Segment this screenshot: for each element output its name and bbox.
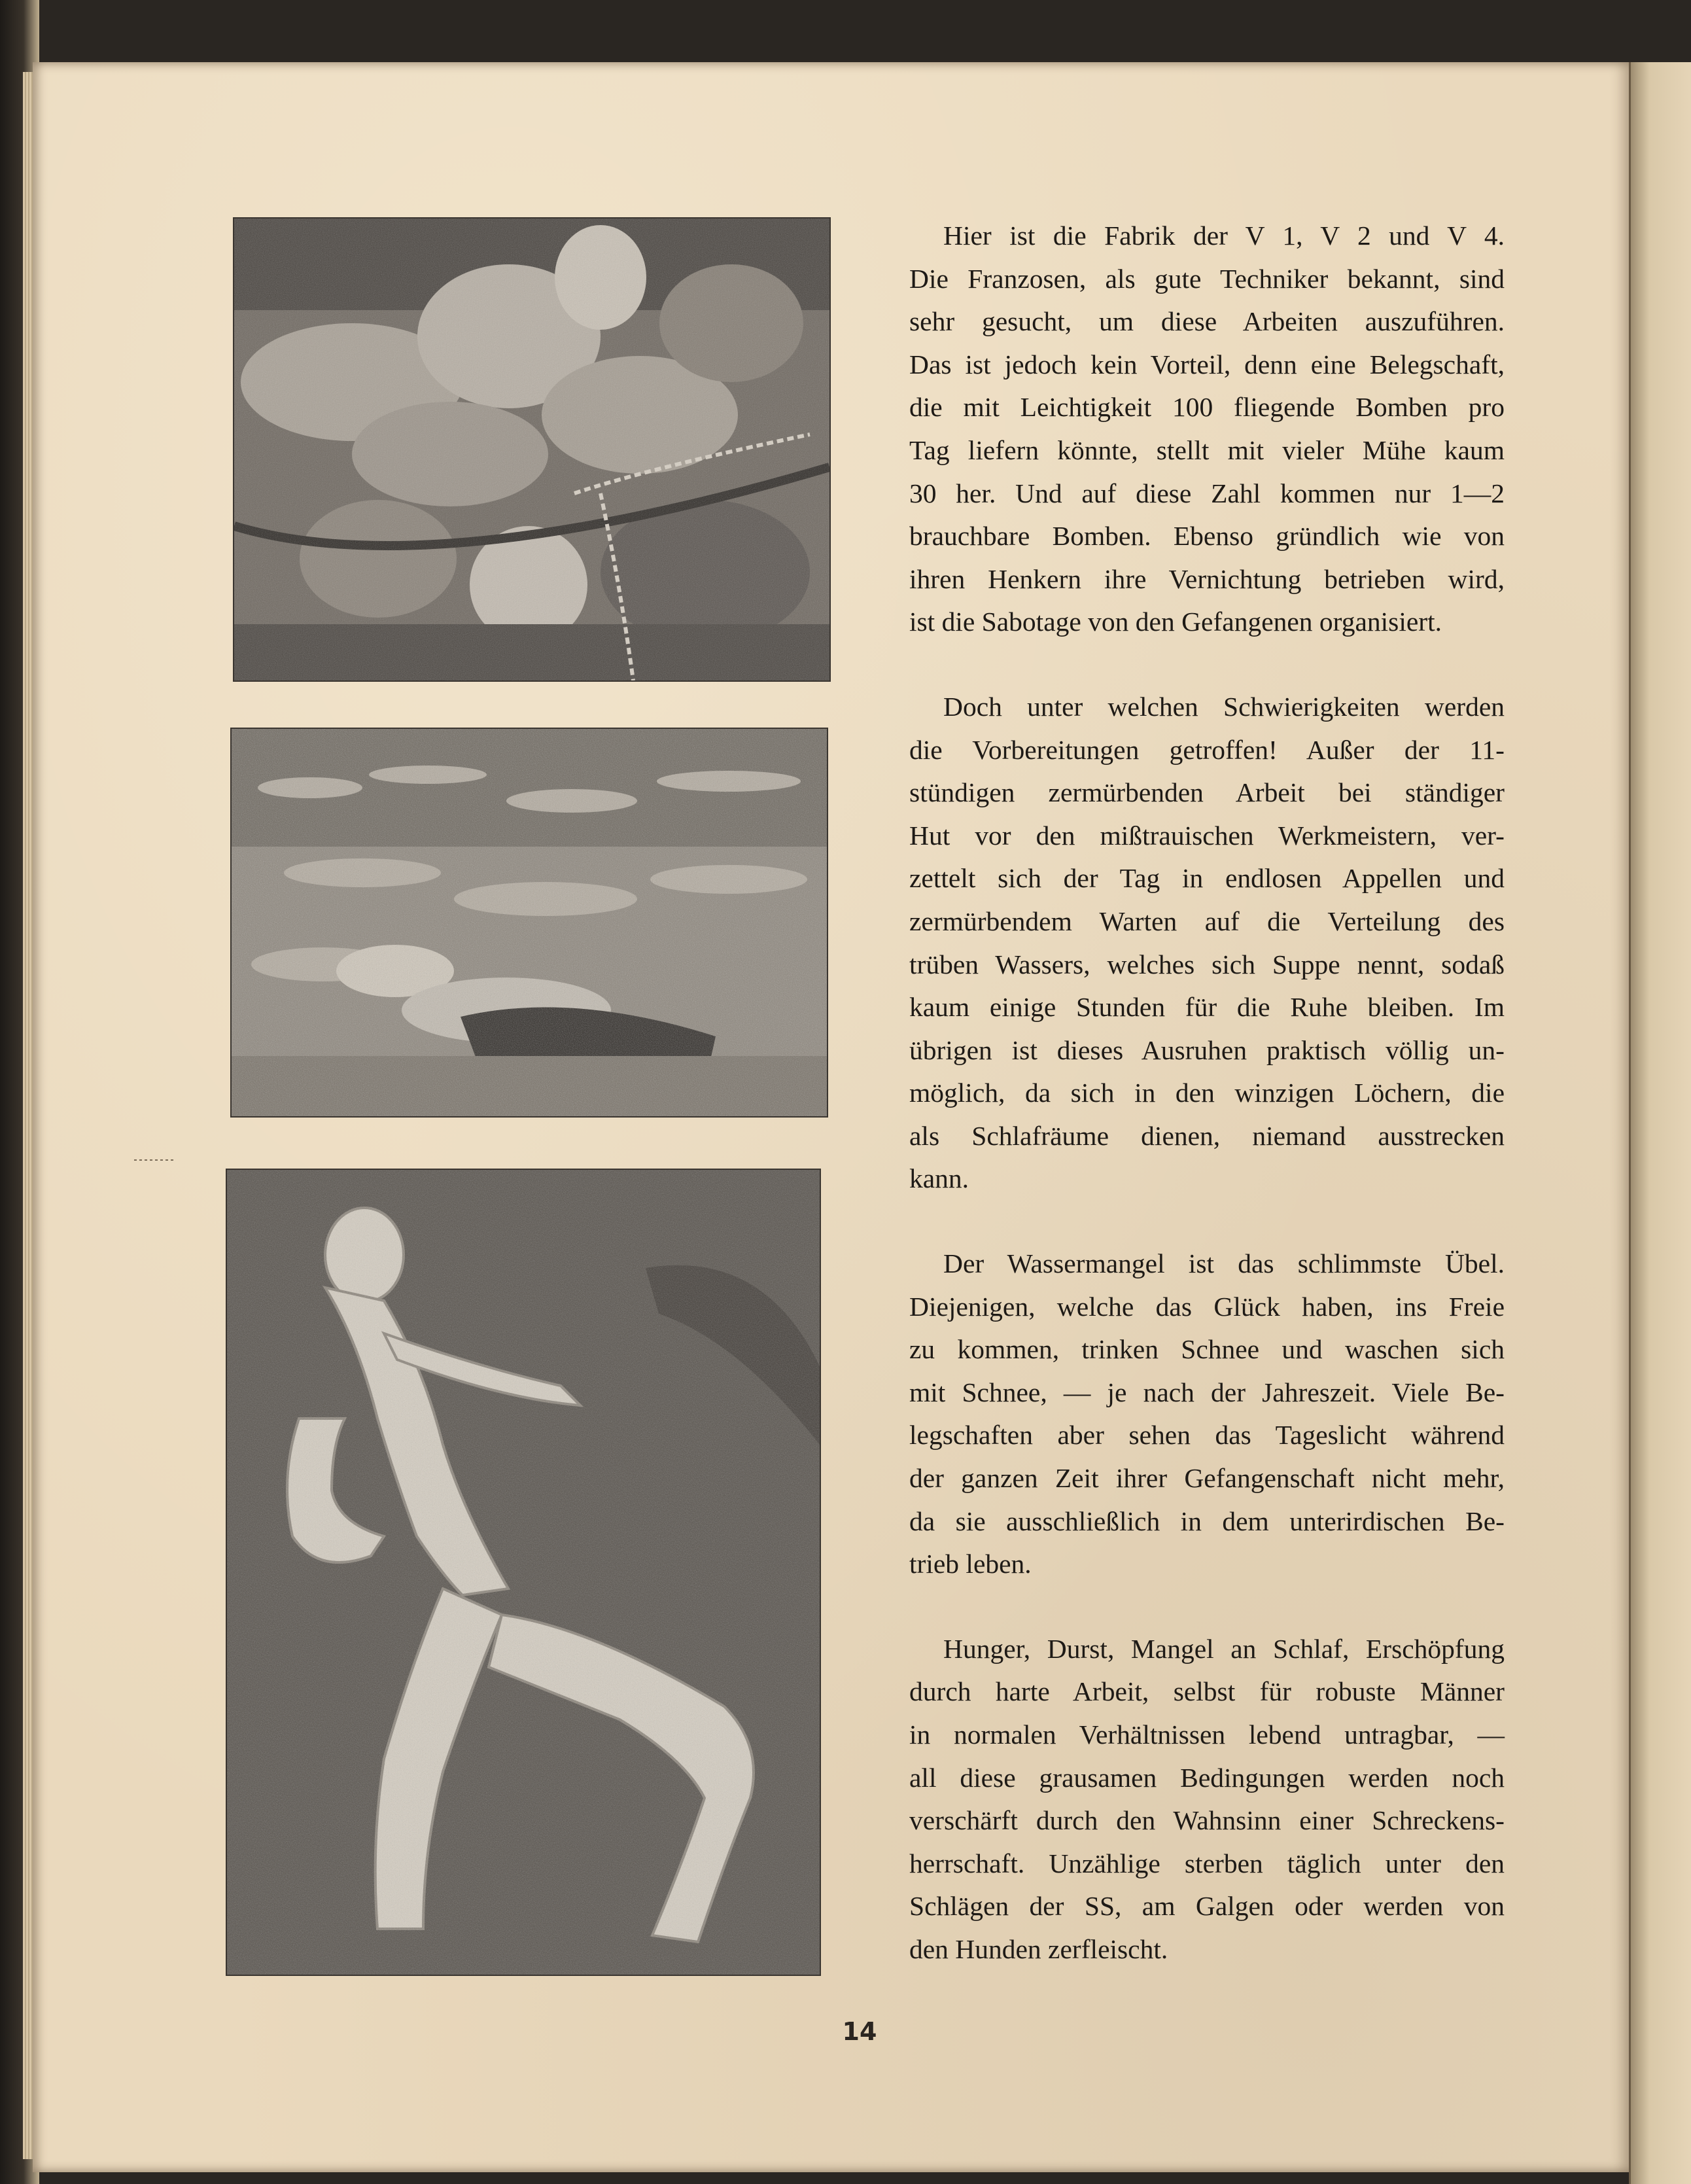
- facing-page-edge: [1629, 62, 1691, 2184]
- text-line: trieb leben.: [909, 1549, 1032, 1579]
- text-line: Doch unter welchen Schwierigkeiten werden: [943, 691, 1505, 722]
- text-line: da sie ausschließlich in dem unterirdischen Be-: [909, 1506, 1505, 1536]
- text-line: zermürbendem Warten auf die Verteilung des: [909, 906, 1505, 936]
- paragraph-1: [909, 215, 1505, 644]
- text-line: Die Franzosen, als gute Techniker bekannt, sind: [909, 263, 1505, 294]
- text-line: Diejenigen, welche das Glück haben, ins Freie: [909, 1291, 1505, 1322]
- photo-emaciated-body: [226, 1169, 821, 1976]
- text-line: 30 her. Und auf diese Zahl kommen nur 1—2: [909, 478, 1505, 508]
- text-line: kaum einige Stunden für die Ruhe bleiben. Im: [909, 992, 1505, 1023]
- paragraph-4: [909, 1628, 1505, 1971]
- text-line: Das ist jedoch kein Vorteil, denn eine Belegschaft,: [909, 349, 1505, 379]
- text-line: durch harte Arbeit, selbst für robuste Männer: [909, 1676, 1505, 1707]
- text-line: Schlägen der SS, am Galgen oder werden von: [909, 1891, 1505, 1922]
- text-line: sehr gesucht, um diese Arbeiten auszuführen.: [909, 306, 1505, 337]
- text-line: die mit Leichtigkeit 100 fliegende Bomben pro: [909, 392, 1505, 423]
- paragraph-3: [909, 1242, 1505, 1586]
- text-line: zu kommen, trinken Schnee und waschen sich: [909, 1334, 1505, 1365]
- text-line: mit Schnee, — je nach der Jahreszeit. Viele Be-: [909, 1377, 1505, 1407]
- text-line: legschaften aber sehen das Tageslicht während: [909, 1420, 1505, 1451]
- text-line: in normalen Verhältnissen lebend untragbar, —: [909, 1719, 1505, 1750]
- paragraph-2: [909, 686, 1505, 1201]
- text-line: zettelt sich der Tag in endlosen Appellen und: [909, 863, 1505, 894]
- text-line: trüben Wassers, welches sich Suppe nennt, sodaß: [909, 949, 1505, 979]
- text-line: verschärft durch den Wahnsinn einer Schreckens-: [909, 1805, 1505, 1836]
- page-number: 14: [842, 2017, 877, 2046]
- text-line: ihren Henkern ihre Vernichtung betrieben wird,: [909, 563, 1505, 594]
- text-line: kann.: [909, 1163, 969, 1194]
- text-line: Hut vor den mißtrauischen Werkmeistern, ver-: [909, 820, 1505, 851]
- margin-mark: [134, 1159, 173, 1161]
- photo-bodies-on-cart: [233, 217, 831, 682]
- text-line: brauchbare Bomben. Ebenso gründlich wie von: [909, 521, 1505, 552]
- text-line: ist die Sabotage von den Gefangenen organisiert.: [909, 607, 1442, 637]
- text-line: Tag liefern könnte, stellt mit vieler Mühe kaum: [909, 434, 1505, 465]
- text-line: den Hunden zerfleischt.: [909, 1933, 1168, 1964]
- text-line: Der Wassermangel ist das schlimmste Übel.: [943, 1248, 1505, 1279]
- article-text: [909, 215, 1505, 2013]
- text-line: die Vorbereitungen getroffen! Außer der 11-: [909, 734, 1505, 765]
- text-line: stündigen zermürbenden Arbeit bei ständiger: [909, 777, 1505, 808]
- text-line: all diese grausamen Bedingungen werden noch: [909, 1762, 1505, 1793]
- text-line: Hunger, Durst, Mangel an Schlaf, Erschöpfung: [943, 1633, 1505, 1664]
- text-line: als Schlafräume dienen, niemand ausstrecken: [909, 1120, 1505, 1151]
- text-line: Hier ist die Fabrik der V 1, V 2 und V 4.: [943, 220, 1505, 251]
- text-line: möglich, da sich in den winzigen Löchern, die: [909, 1078, 1505, 1108]
- text-line: übrigen ist dieses Ausruhen praktisch völlig un-: [909, 1034, 1505, 1065]
- text-line: herrschaft. Unzählige sterben täglich unter den: [909, 1848, 1505, 1878]
- text-line: der ganzen Zeit ihrer Gefangenschaft nicht mehr,: [909, 1463, 1505, 1494]
- photo-bodies-on-ground: [230, 728, 828, 1118]
